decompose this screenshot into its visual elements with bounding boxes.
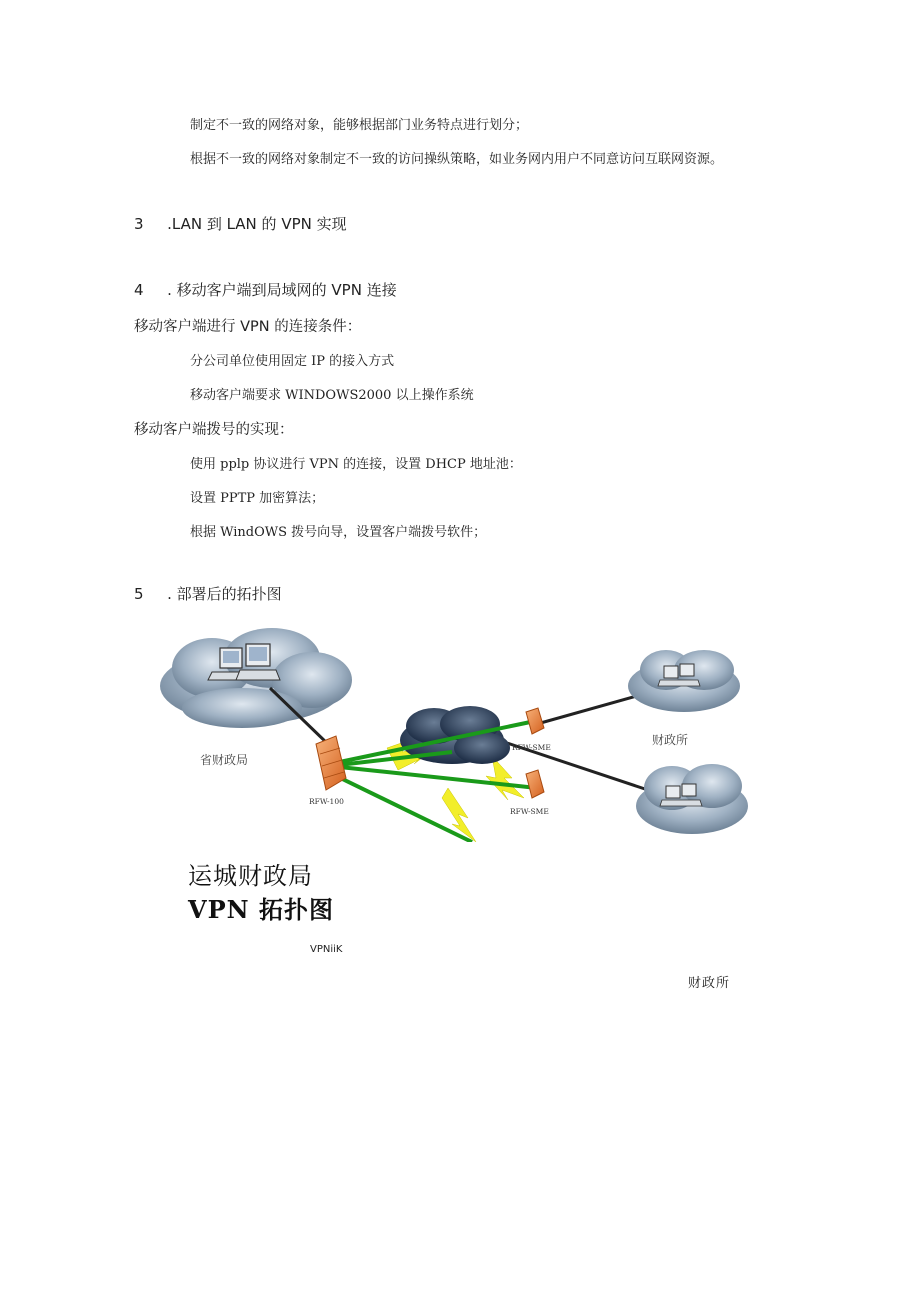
right-label: 财政所 — [688, 976, 731, 991]
branch-firewall-icon — [526, 708, 544, 734]
section-title: . 移动客户端到局域网的 VPN 连接 — [167, 281, 397, 299]
dialup-item-3: 根据 WindOWS 拨号向导，设置客户端拨号软件； — [190, 525, 487, 540]
dialup-title: 移动客户端拨号的实现： — [134, 422, 294, 438]
conditions-title: 移动客户端进行 VPN 的连接条件： — [134, 319, 362, 335]
section-4-heading — [134, 279, 397, 300]
condition-item-2: 移动客户端要求 WINDOWS2000 以上操作系统 — [190, 388, 474, 403]
section-title: . 部署后的拓扑图 — [167, 585, 282, 603]
right-top-label: 财政所 — [652, 733, 689, 747]
vpn-small-label: VPNiiK — [310, 944, 343, 955]
dialup-item-2: 设置 PPTP 加密算法； — [190, 491, 325, 506]
condition-item-1: 分公司单位使用固定 IP 的接入方式 — [190, 354, 395, 369]
vpn-topology-diagram — [152, 628, 748, 842]
top-firewall-label: RFW-SME — [512, 743, 551, 752]
section-number: 3 — [134, 215, 144, 233]
mid-firewall-label: RFW-SME — [510, 807, 549, 816]
caption-line-2: VPN 拓扑图 — [188, 895, 334, 924]
paragraph-access-policy: 根据不一致的网络对象制定不一致的访问操纵策略，如业务网内用户不同意访问互联网资源。 — [190, 152, 724, 167]
right-bottom-cloud — [636, 764, 748, 834]
section-number: 5 — [134, 585, 144, 603]
section-5-heading — [134, 583, 282, 604]
branch-firewall-icon — [526, 770, 544, 798]
caption-line-1: 运城财政局 — [188, 862, 313, 890]
section-title: .LAN 到 LAN 的 VPN 实现 — [167, 215, 347, 233]
paragraph-network-objects: 制定不一致的网络对象，能够根据部门业务特点进行划分； — [190, 118, 529, 133]
main-firewall-icon — [316, 736, 346, 790]
section-3-heading — [134, 213, 347, 234]
dialup-item-1: 使用 pplp 协议进行 VPN 的连接，设置 DHCP 地址池： — [190, 457, 522, 472]
left-cloud-label: 省财政局 — [200, 753, 249, 767]
main-firewall-label: RFW-100 — [309, 797, 344, 806]
section-number: 4 — [134, 281, 144, 299]
